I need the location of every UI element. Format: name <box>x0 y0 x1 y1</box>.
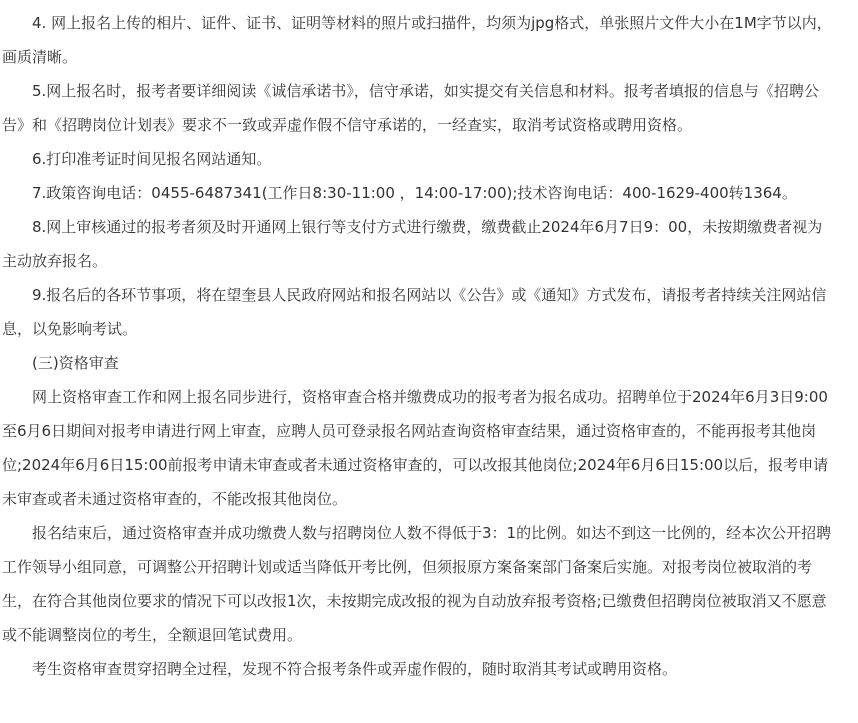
paragraph-announcements: 9.报名后的各环节事项，将在望奎县人民政府网站和报名网站以《公告》或《通知》方式发布，请报考者持续关注网站信息，以免影响考试。 <box>2 286 827 338</box>
paragraph-online-review: 网上资格审查工作和网上报名同步进行，资格审查合格并缴费成功的报考者为报名成功。招聘单位于2024年6月3日9:00至6月6日期间对报考申请进行网上审查，应聘人员可登录报名网站查询资格审查结果，通过资格审查的，不能再报考其他岗位;2024年6月6日15:00前报考申请未审查或者未通过资格审查的，可以改报其他岗位;2024年6月6日15:00以后，报考申请未审查或者未通过资格审查的，不能改报其他岗位。 <box>2 388 829 508</box>
paragraph-upload-format: 4. 网上报名上传的相片、证件、证书、证明等材料的照片或扫描件，均须为jpg格式，单张照片文件大小在1M字节以内，画质清晰。 <box>2 14 832 66</box>
paragraph-admission-ticket: 6.打印准考证时间见报名网站通知。 <box>32 150 272 168</box>
paragraph-review-throughout: 考生资格审查贯穿招聘全过程，发现不符合报考条件或弄虚作假的，随时取消其考试或聘用资格。 <box>32 660 678 678</box>
paragraph-payment: 8.网上审核通过的报考者须及时开通网上银行等支付方式进行缴费，缴费截止2024年6月7日9：00，未按期缴费者视为主动放弃报名。 <box>2 218 823 270</box>
paragraph-ratio-rule: 报名结束后，通过资格审查并成功缴费人数与招聘岗位人数不得低于3：1的比例。如达不到这一比例的，经本次公开招聘工作领导小组同意，可调整公开招聘计划或适当降低开考比例，但须报原方案备案部门备案后实施。对报考岗位被取消的考生，在符合其他岗位要求的情况下可以改报1次，未按期完成改报的视为自动放弃报考资格;已缴费但招聘岗位被取消又不愿意或不能调整岗位的考生，全额退回笔试费用。 <box>2 524 832 644</box>
section-heading-qualification-review: (三)资格审查 <box>32 354 119 372</box>
paragraph-integrity-pledge: 5.网上报名时，报考者要详细阅读《诚信承诺书》，信守承诺，如实提交有关信息和材料。报考者填报的信息与《招聘公告》和《招聘岗位计划表》要求不一致或弄虚作假不信守承诺的，一经查实，取消考试资格或聘用资格。 <box>2 82 819 134</box>
paragraph-contact-phone: 7.政策咨询电话：0455-6487341(工作日8:30-11:00 ，14:00-17:00);技术咨询电话：400-1629-400转1364。 <box>32 184 797 202</box>
